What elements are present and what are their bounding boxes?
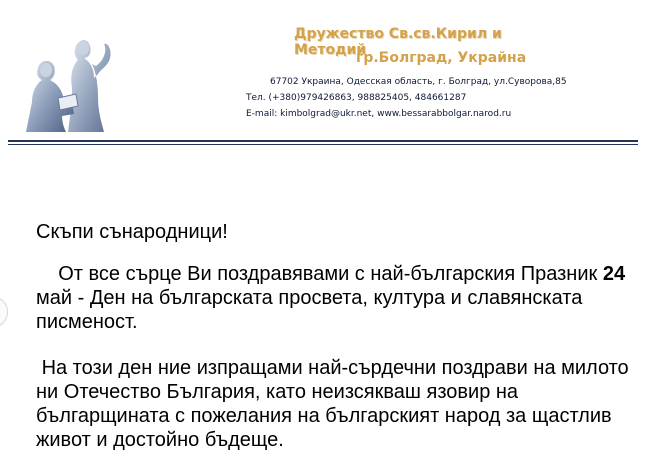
organization-city: гр.Болград, Украйна bbox=[356, 50, 527, 66]
side-scroll-handle[interactable] bbox=[0, 296, 8, 328]
phone-numbers: Тел. (+380)979426863, 988825405, 484661287 bbox=[246, 93, 467, 103]
p2-text: На този ден ние изпращами най-сърдечни поздрави на милото ни Отечество България, като неизсякваш язовир на българщината с пожелания на българският народ за щастлив живот и достойно бъдеще. bbox=[36, 357, 629, 451]
p1-text-end: май - Ден на българската просвета, културa и славянската писменост. bbox=[36, 287, 583, 333]
header-divider-thin bbox=[8, 144, 638, 145]
letter-paragraph-1 bbox=[36, 262, 646, 334]
postal-address: 67702 Украина, Одесская область, г. Болград, ул.Суворова,85 bbox=[270, 77, 567, 87]
header-divider-thick bbox=[8, 140, 638, 142]
letter-greeting: Скъпи сънародници! bbox=[36, 221, 228, 243]
p1-text-start: От все сърце Ви поздравявами с най-българския Празник bbox=[58, 263, 603, 285]
p1-date-number: 24 bbox=[602, 263, 626, 285]
organization-name: Дружество Св.св.Кирил и Методий bbox=[294, 26, 502, 58]
saints-statue-logo bbox=[18, 28, 116, 132]
letter-paragraph-2 bbox=[36, 356, 646, 452]
email-and-website: E-mail: kimbolgrad@ukr.net, www.bessarabbolgar.narod.ru bbox=[246, 109, 512, 119]
